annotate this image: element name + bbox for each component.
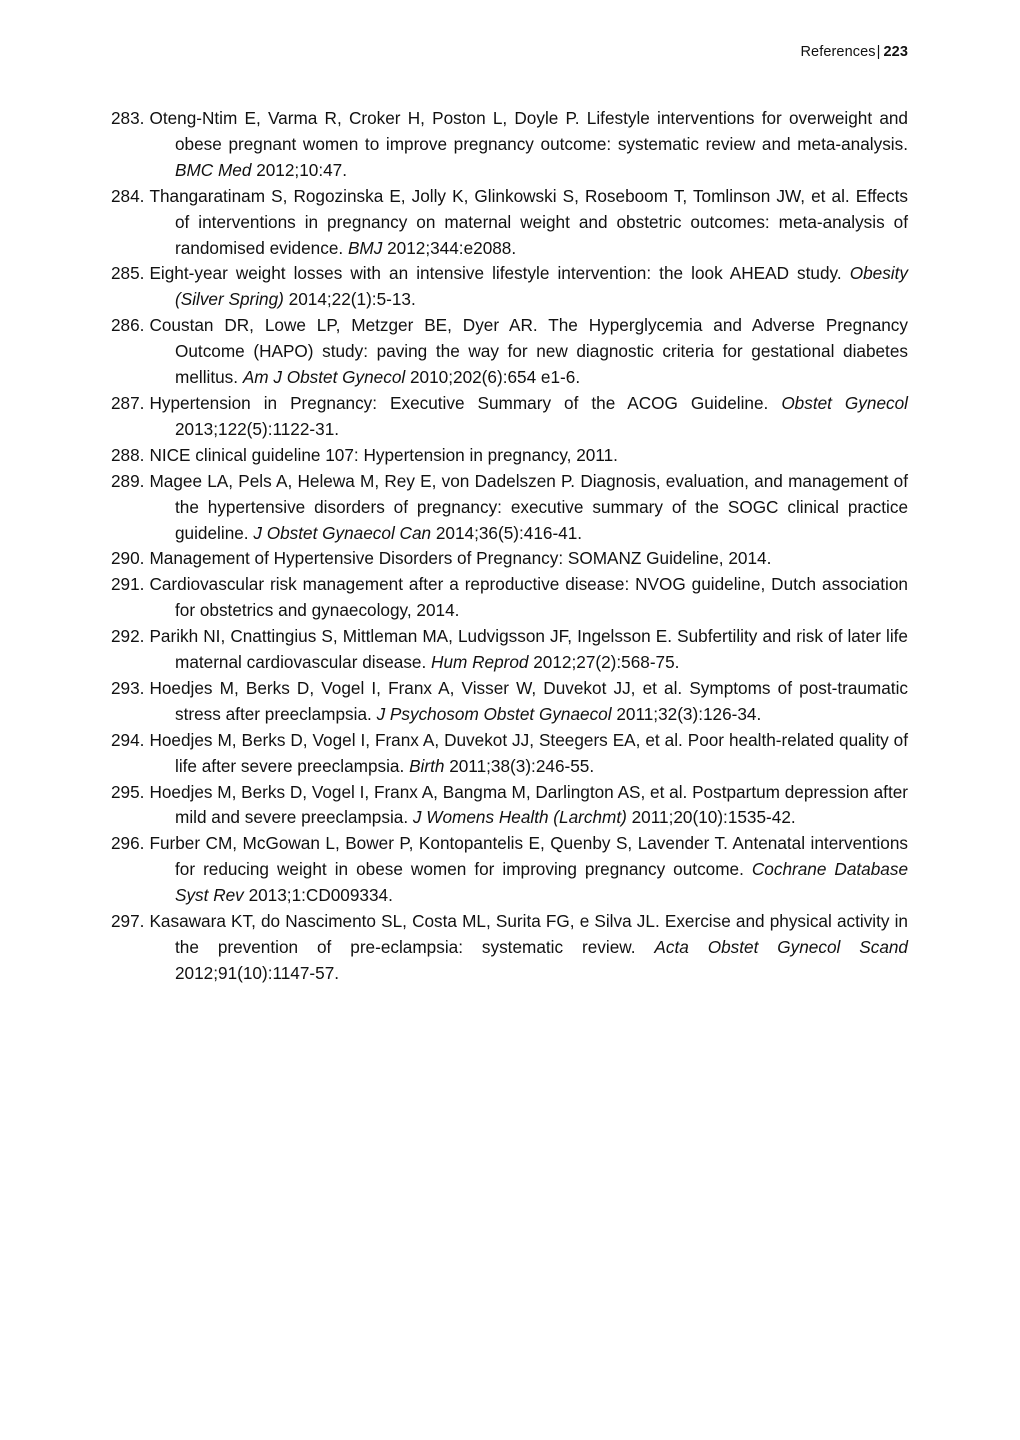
section-title: References (800, 44, 876, 60)
reference-item (111, 313, 908, 391)
reference-details: 2012;91(10):1147-57. (175, 962, 340, 983)
reference-citation: Management of Hypertensive Disorders of Pregnancy: SOMANZ Guideline, 2014. (149, 548, 772, 569)
reference-journal: BMC Med (175, 159, 252, 180)
reference-citation: Coustan DR, Lowe LP, Metzger BE, Dyer AR. The Hyperglycemia and Adverse Pregnancy Outcome (HAPO) study: paving the way for new diagnostic criteria for gestational diabetes mellitus. (149, 315, 908, 388)
reference-item (111, 443, 908, 469)
reference-list (111, 106, 908, 987)
reference-details: 2011;38(3):246-55. (449, 755, 595, 776)
reference-details: 2011;32(3):126-34. (616, 703, 762, 724)
reference-number: 288. (111, 444, 145, 465)
reference-item (111, 831, 908, 909)
reference-journal: Cochrane Database Syst Rev (175, 859, 908, 906)
reference-citation: Furber CM, McGowan L, Bower P, Kontopantelis E, Quenby S, Lavender T. Antenatal interventions for reducing weight in obese women for improving pregnancy outcome. (149, 833, 908, 880)
reference-item (111, 624, 908, 676)
reference-citation: Oteng-Ntim E, Varma R, Croker H, Poston L, Doyle P. Lifestyle interventions for overweight and obese pregnant women to improve pregnancy outcome: systematic review and meta-analysis. (149, 108, 908, 154)
reference-details: 2013;122(5):1122-31. (175, 418, 340, 439)
reference-item (111, 909, 908, 987)
reference-details: 2014;22(1):5-13. (288, 289, 416, 310)
reference-journal: J Womens Health (Larchmt) (412, 807, 627, 828)
reference-item (111, 469, 908, 547)
reference-item (111, 728, 908, 780)
reference-citation: Hoedjes M, Berks D, Vogel I, Franx A, Bangma M, Darlington AS, et al. Postpartum depression after mild and severe preeclampsia. (149, 781, 908, 828)
reference-item (111, 261, 908, 313)
reference-number: 297. (111, 911, 145, 932)
reference-number: 287. (111, 392, 145, 413)
reference-item (111, 184, 908, 262)
reference-journal: J Obstet Gynaecol Can (253, 522, 432, 543)
reference-journal: Obstet Gynecol (781, 392, 908, 413)
reference-citation: Hoedjes M, Berks D, Vogel I, Franx A, Visser W, Duvekot JJ, et al. Symptoms of post-traumatic stress after preeclampsia. (149, 677, 908, 724)
reference-number: 290. (111, 548, 145, 569)
reference-journal: Birth (409, 755, 445, 776)
reference-number: 296. (111, 833, 145, 854)
reference-citation: Eight-year weight losses with an intensive lifestyle intervention: the look AHEAD study. (149, 263, 842, 284)
reference-number: 284. (111, 185, 145, 206)
reference-journal: Hum Reprod (431, 652, 529, 673)
reference-number: 291. (111, 574, 145, 595)
reference-journal: Obesity (Silver Spring) (175, 263, 908, 310)
reference-number: 283. (111, 108, 145, 128)
reference-citation: Thangaratinam S, Rogozinska E, Jolly K, Glinkowski S, Roseboom T, Tomlinson JW, et al. Effects of interventions in pregnancy on maternal weight and obstetric outcomes: meta-analysis of randomised evidence. (149, 185, 908, 258)
reference-citation: Hypertension in Pregnancy: Executive Summary of the ACOG Guideline. (149, 392, 769, 413)
reference-item (111, 676, 908, 728)
reference-number: 294. (111, 729, 145, 750)
reference-item (111, 572, 908, 624)
reference-number: 285. (111, 263, 145, 284)
reference-number: 292. (111, 626, 145, 647)
reference-citation: Cardiovascular risk management after a reproductive disease: NVOG guideline, Dutch association for obstetrics and gynaecology, 2014. (149, 574, 908, 621)
reference-number: 293. (111, 677, 145, 698)
reference-number: 295. (111, 781, 145, 802)
reference-details: 2013;1:CD009334. (248, 885, 393, 906)
reference-details: 2011;20(10):1535-42. (631, 807, 796, 828)
reference-journal: BMJ (347, 237, 383, 258)
reference-details: 2010;202(6):654 e1-6. (410, 367, 581, 388)
running-header (800, 44, 908, 60)
page-number: 223 (883, 44, 908, 60)
header-separator: | (876, 44, 881, 60)
reference-item (111, 546, 908, 572)
reference-number: 289. (111, 470, 145, 491)
reference-citation: Magee LA, Pels A, Helewa M, Rey E, von Dadelszen P. Diagnosis, evaluation, and management of the hypertensive disorders of pregnancy: executive summary of the SOGC clinical practice guideline. (149, 470, 908, 543)
reference-details: 2012;10:47. (256, 159, 347, 180)
reference-number: 286. (111, 315, 145, 336)
reference-citation: Hoedjes M, Berks D, Vogel I, Franx A, Duvekot JJ, Steegers EA, et al. Poor health-related quality of life after severe preeclampsia. (149, 729, 908, 776)
reference-details: 2012;344:e2088. (387, 237, 517, 258)
reference-details: 2012;27(2):568-75. (533, 652, 680, 673)
reference-item (111, 391, 908, 443)
reference-citation: NICE clinical guideline 107: Hypertension in pregnancy, 2011. (149, 444, 618, 465)
reference-citation: Parikh NI, Cnattingius S, Mittleman MA, Ludvigsson JF, Ingelsson E. Subfertility and risk of later life maternal cardiovascular disease. (149, 626, 908, 673)
reference-item (111, 780, 908, 832)
reference-journal: J Psychosom Obstet Gynaecol (376, 703, 612, 724)
reference-journal: Am J Obstet Gynecol (242, 367, 406, 388)
reference-details: 2014;36(5):416-41. (435, 522, 583, 543)
reference-item (111, 106, 908, 184)
reference-citation: Kasawara KT, do Nascimento SL, Costa ML, Surita FG, e Silva JL. Exercise and physical activity in the prevention of pre-eclampsia: systematic review. (149, 911, 908, 957)
reference-journal: Acta Obstet Gynecol Scand (654, 937, 908, 957)
